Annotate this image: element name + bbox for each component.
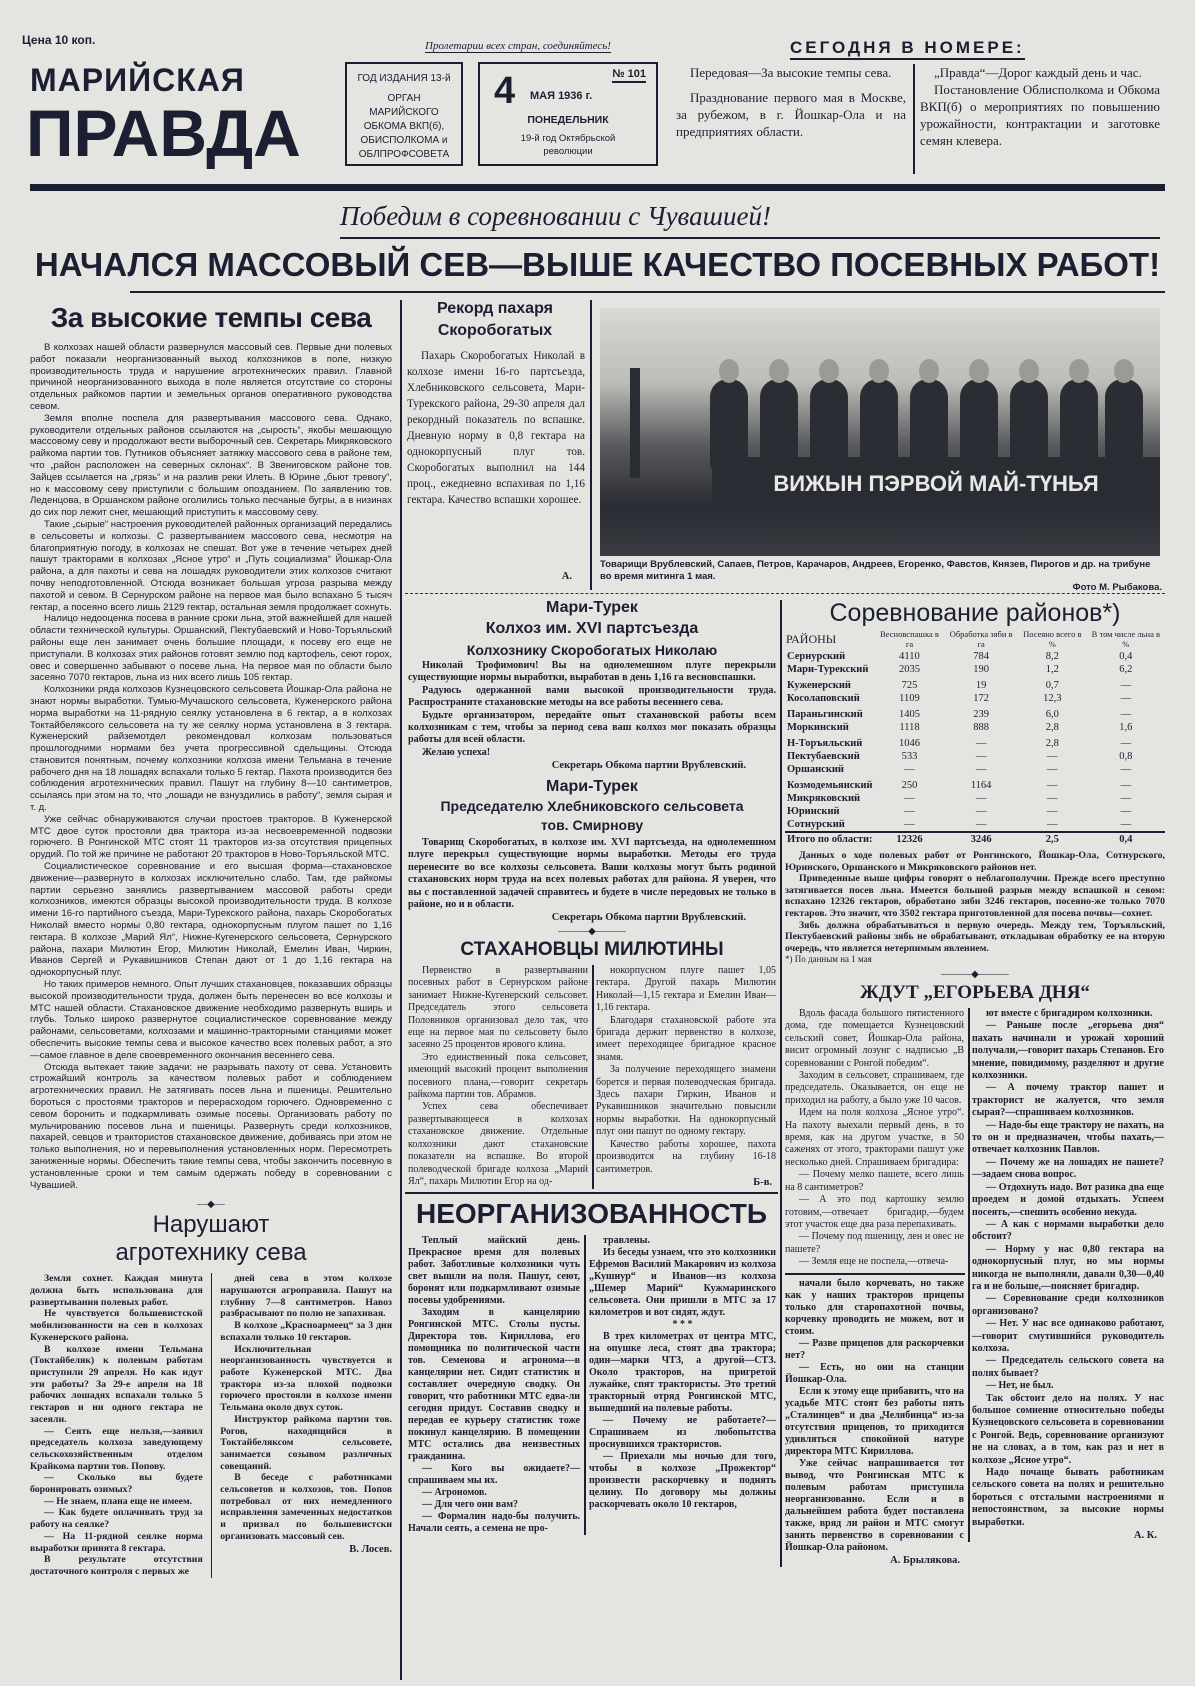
paragraph: — А это под картошку землю готовим,—отвечает бригадир,—будем этот участок еще два раза перепахивать.: [785, 1194, 964, 1230]
number-one-sign: [630, 368, 640, 478]
paragraph: — Не знаем, плана еще не имеем.: [44, 1495, 193, 1507]
district-name: Микряковский: [787, 793, 861, 804]
table-cell: —: [904, 806, 915, 817]
table-cell: 8,2: [1045, 651, 1059, 662]
paragraph: ют вместе с бригадиром колхозники.: [986, 1008, 1153, 1019]
district-name: Мари-Турекский: [787, 664, 869, 675]
table-cell: —: [1047, 806, 1058, 817]
telegram-recipient-org: Председателю Хлебниковского сельсовета: [440, 798, 744, 814]
price: Цена 10 коп.: [22, 33, 96, 47]
egoriev-col2: [972, 1008, 1164, 1529]
publisher-box: [345, 62, 463, 166]
table-cell: 250: [901, 780, 918, 791]
table-cell: 2,8: [1045, 738, 1059, 749]
district-name: Пектубаевский: [787, 751, 860, 762]
record-title-line2: Скоробогатых: [437, 322, 553, 339]
weekday: ПОНЕДЕЛЬНИК: [527, 114, 609, 126]
photo-banner: ВИЖЫН ПЭРВОЙ МАЙ-ТҮНЬЯ: [712, 457, 1160, 512]
violations-signature: В. Лосев.: [349, 1543, 392, 1555]
telegram-signature: Секретарь Обкома партии Врублевский.: [551, 912, 746, 924]
main-headline: НАЧАЛСЯ МАССОВЫЙ СЕВ—ВЫШЕ КАЧЕСТВО ПОСЕВНЫХ РАБОТ!: [34, 246, 1161, 283]
paragraph: Уже сейчас обнаруживаются случаи простоев тракторов. В Куженерской МТС двое суток простояли два трактора из-за несвоевременной подвозки горючего. В Ронгинской МТС стоят 11 тракторов из-за отсутствия прицепных орудий. По той же причине не работают 20 тракторов в Ново-Торъяльской МТС.: [30, 813, 392, 861]
district-name: Моркинский: [787, 722, 849, 733]
paragraph: * * *: [672, 1319, 693, 1330]
paragraph: В колхозах нашей области развернулся массовый сев. Первые дни полевых работ показали неорганизованный выход колхозников в поле, низкую производительность труда и нарушение агротехнических правил. Главной причиной неорганизованного выхода в поле является отсутствие со стороны отдельных райкомов партии и земельных органов оперативного руководства севом.: [30, 342, 392, 412]
competition-section: [785, 598, 1165, 965]
paragraph: Земля сохнет. Каждая минута должна быть использована для развертывания полевых работ.: [30, 1273, 203, 1308]
paragraph: Зябь должна обрабатываться в первую очередь. Между тем, Торъяльский, Пектубаевский районы зябь не обрабатывают, откладывая обработку ее на вторую очередь, что является нетерпимым явлением.: [785, 919, 1165, 954]
table-cell: —: [975, 764, 987, 775]
publisher-organ: ОРГАН МАРИЙСКОГО ОБКОМА ВКП(б), ОБИСПОЛКОМА и ОБЛПРОФСОВЕТА: [358, 93, 450, 160]
telegram-1: [408, 597, 776, 772]
disorganization-col3: [785, 1278, 964, 1554]
table-cell: 239: [973, 709, 989, 720]
stakhanovites-signature: Б-в.: [753, 1177, 772, 1188]
paragraph: За получение переходящего знамени борется и первая полеводческая бригада. Здесь пахари Гиркин, Иванов и Рукавишников значительно повысили нормы выработки. На однокорпусный плуг они пашут по одному гектару.: [596, 1064, 776, 1138]
editorial-title: За высокие темпы сева: [50, 302, 372, 333]
table-cell: 1164: [970, 780, 992, 791]
paragraph: — Соревнование среди колхозников организовано?: [972, 1293, 1164, 1317]
table-cell: —: [1120, 793, 1132, 804]
telegram-recipient: Колхознику Скоробогатых Николаю: [466, 642, 718, 658]
table-row: [785, 650, 1165, 663]
contents-title: СЕГОДНЯ В НОМЕРЕ:: [790, 38, 1025, 60]
paragraph: Желаю успеха!: [422, 746, 491, 758]
paragraph: Налицо недооценка посева в ранние сроки льна, этой важнейшей для нашей области технической культуры. Оршанский, Пектубаевский и Ново-Торъяльский районы еще лен занимает очень большие площади, к посеву его еще не приступали. В колхозах этих районов готовят землю под картофель, сеют горох, овес и совершенно забывают о посеве льна. На первое мая по области было засеяно 7070 гектаров, льна из них всего лишь 105 гектар.: [30, 613, 392, 684]
paragraph: Вдоль фасада большого пятистенного дома, где помещается Кузнецовский сельский совет, Йошкар-Ола района, висит огромный лозунг с надписью „В соревновании с Ронгой победим“.: [785, 1008, 964, 1069]
district-name: Параньгинский: [787, 709, 863, 720]
table-cell: 6,0: [1045, 709, 1059, 720]
logo-line1: МАРИЙСКАЯ: [30, 62, 245, 98]
left-column: [30, 298, 392, 1578]
paragraph: — Отдохнуть надо. Вот разика два еще проедем и домой отдыхать. Успеем посеять,—спешить особенно некуда.: [972, 1181, 1164, 1218]
table-cell: —: [975, 793, 987, 804]
paragraph: В беседе с работниками сельсоветов и колхозов, тов. Попов потребовал от них немедленного исправления замеченных недостатков и призвал по большевистски организовать массовый сев.: [220, 1472, 392, 1542]
table-row: [785, 763, 1165, 778]
paragraph: Пахарь Скоробогатых Николай в колхозе имени 16-го партсъезда, Хлебниковского сельсовета, Мари-Турекского района, 29-30 апреля дал рекордный показатель по вспашке. Дневную норму в 0,8 гектара на однокорпусный плуг тов. Скоробогатых выполнил на 144 проц., ежедневно вспахивая по 1,16 гектара. Качество вспашки хорошее.: [407, 350, 585, 506]
paragraph: Идем на поля колхоза „Ясное утро“. На пахоту выехали первый день, в то время, как на другом участке, в 50 саженях от этого, тракторами пашут уже несколько дней. Спрашиваем бригадира:: [785, 1107, 964, 1168]
contents-col1: [676, 64, 906, 140]
table-cell: —: [1120, 709, 1132, 720]
violations-title: [30, 1211, 392, 1267]
column-header: В том числе льна в %: [1091, 629, 1160, 649]
paragraph: Успех сева обеспечивает развертывающееся в колхозах стахановское движение. Отдельные колхозники дают стахановские показатели на вспашке. Во второй полеводческой бригаде колхоза „Марий Ял“, пахарь Милютин Егор на од-: [408, 1101, 588, 1187]
paragraph: Теплый майский день. Прекрасное время для полевых работ. Заботливые колхозники чуть свет вышли на поля. Пашут, сеют, боронят или подкармливают озимые посевы удобрениями.: [408, 1235, 580, 1306]
paragraph: начали было корчевать, но также как у наших тракторов прицепы только для старопахотной почвы, корчевку проводить не можем, вот и стоим.: [785, 1278, 964, 1337]
table-cell: —: [904, 793, 915, 804]
paragraph: дней сева в этом колхозе нарушаются агроправила. Пашут на глубину 7—8 сантиметров. Навоз разбрасывают по полю не запахивая.: [220, 1273, 392, 1320]
table-cell: 0,8: [1119, 751, 1133, 762]
table-row: [785, 721, 1165, 736]
paragraph: Отсюда вытекает такие задачи: не разрывать пахоту от сева. Установить строжайший контроль за качеством полевых работ и соблюдением агротехнических правил. Не затягивать посев льна и пшеницы. Решительно бороться с простоями тракторов и перерасходом горючего. Одновременно с севом боронить и подкармливать озимые посевы. Организовать работу по мульчированию посевов льна и пшеницы. Развернуть среди колхозников, пахарей, севцов и трактористов стахановское движение, добиваясь при этом не только выполнения, но и перевыполнения установленных норм. Пересмотреть заниженные нормы. Обеспечить такие темпы сева, чтобы закончить посевную в установленные сроки и тем самым одержать победу в соревновании с Чувашией.: [30, 1061, 392, 1191]
contents-item[interactable]: Передовая—За высокие темпы сева.: [690, 65, 892, 80]
table-cell: —: [1047, 764, 1058, 775]
paragraph: — На 11-рядной сеялке норма выработки принята 8 гектара.: [30, 1530, 203, 1554]
paragraph: Качество работы хорошее, пахота производится на глубину 16-18 сантиметров.: [596, 1138, 776, 1175]
motto: Пролетарии всех стран, соединяйтесь!: [425, 40, 611, 52]
egoriev-col1: [785, 1008, 964, 1269]
table-row: [785, 792, 1165, 805]
stakhanovites-title: СТАХАНОВЦЫ МИЛЮТИНЫ: [460, 939, 724, 960]
paragraph: Если к этому еще прибавить, что на усадьбе МТС стоят без работы пять „Сталинцев“ и два „Челябинца“ из-за отсутствия прицепов, то приходится удивляться спокойной натуре директора МТС Кириллова.: [785, 1386, 964, 1457]
district-name: Козмодемьянский: [787, 780, 873, 791]
paragraph: — Нет. У нас все одинаково работают,—говорит смутившийся руководитель колхоза.: [972, 1318, 1164, 1354]
table-cell: —: [975, 751, 987, 762]
table-cell: 1405: [898, 709, 920, 720]
paragraph: — Сеять еще нельзя,—заявил председатель колхоза заведующему сельскохозяйственным отделом Крайкома партии тов. Попову.: [30, 1425, 203, 1472]
paragraph: Уже сейчас напрашивается тот вывод, что Ронгинская МТС к полевым работам приступила неорганизованно. Если и в дальнейшем работа будет поставлена также, вряд ли район и МТС смогут занять первенство в соревновании с Йошкар-Ола районом.: [785, 1458, 964, 1553]
paragraph: Заходим в канцелярию Ронгинской МТС. Столы пусты. Директора тов. Кириллова, его помощника по политической части тов. Семенова и агронома—в канцелярии нет. Сидит статистик и составляет очередную сводку. Он говорит, что работники МТС едва-ли сегодня придут. Составив сводку и передав ее курьеру статистик тоже покинул канцелярию. В помещении МТС остались два неизвестных гражданина.: [408, 1307, 580, 1462]
table-row: [785, 692, 1165, 707]
table-row: [785, 678, 1165, 693]
editorial-body: [30, 342, 392, 1191]
photo-caption: [600, 559, 1162, 594]
paragraph: — А почему трактор пашет и тракторист не жалуется, что земля сырая?—спрашиваем колхозников.: [972, 1082, 1164, 1119]
contents-item[interactable]: Празднование первого мая в Москве, за рубежом, в г. Йошкар-Ола и на предприятиях области.: [676, 90, 906, 139]
paragraph: Из беседы узнаем, что это колхозники Ефремов Василий Макарович из колхоза „Кушнур“ и Иванов—из колхоза „Шемер Марий“ Кужмаринского сельсовета. Они пришли в МТС за 17 километров и вот сидят, ждут.: [589, 1247, 776, 1318]
district-name: Куженерский: [787, 680, 851, 691]
issue-number: № 101: [612, 68, 646, 83]
table-cell: 190: [973, 664, 989, 675]
telegram-place: Мари-Турек: [546, 599, 638, 616]
violations-title-line1: Нарушают: [152, 1211, 270, 1239]
paragraph: — Для чего они вам?: [422, 1499, 519, 1510]
table-cell: 1046: [898, 738, 920, 749]
paragraph: В результате отсутствия достаточного контроля с первых же: [30, 1554, 203, 1577]
paragraph: — Нет, не был.: [986, 1380, 1054, 1392]
stakhanovites-header: [408, 926, 776, 962]
divider-ornament: —◆—: [197, 1199, 225, 1211]
paragraph: — Сколько вы будете боронировать озимых?: [30, 1472, 203, 1496]
table-cell: 1118: [899, 722, 920, 733]
table-cell: —: [1047, 780, 1058, 791]
table-cell: 784: [973, 651, 989, 662]
paragraph: В трех километрах от центра МТС, на опушке леса, стоят два трактора; один—марки ЧТЗ, а другой—СТЗ. Около тракторов, на пригретой лужайке, спят трактористы. Это третий тракторный отряд Ронгинской МТС, вышедший на полевые работы.: [589, 1331, 776, 1414]
stakhanovites-col2: [596, 965, 776, 1176]
total-cell: 2,5: [1045, 834, 1059, 845]
contents-item[interactable]: Постановление Облисполкома и Обкома ВКП(б) о мероприятиях по повышению урожайности, контрактации и заготовке семян клевера.: [920, 82, 1160, 148]
paragraph: — Формалин надо-бы получить. Начали сеять, а семена не про-: [408, 1511, 580, 1534]
table-cell: 888: [973, 722, 989, 733]
contents-col2: [920, 64, 1160, 149]
paragraph: — Председатель сельского совета на полях бывает?: [972, 1355, 1164, 1379]
paragraph: — Земля еще не поспела,—отвеча-: [799, 1256, 949, 1268]
paragraph: Не чувствуется большевистской мобилизованности на сев в колхозах Куженерского района.: [30, 1308, 203, 1343]
column-header: Весновспашка в га: [880, 629, 939, 649]
table-row: [785, 778, 1165, 793]
record-title-line1: Рекорд пахаря: [437, 300, 553, 317]
record-body: [407, 348, 585, 508]
paragraph: — Разве прицепов для раскорчевки нет?: [785, 1338, 964, 1361]
paragraph: Будьте организатором, передайте опыт стахановской работы всем колхозникам с тем, чтобы за период сева ваш колхоз мог показать образцы работы для всей области.: [408, 709, 776, 746]
table-cell: 172: [973, 693, 989, 704]
paragraph: — Почему мелко пашете, всего лишь на 8 сантиметров?: [785, 1169, 964, 1193]
table-row: [785, 750, 1165, 763]
egoriev-title: ЖДУТ „ЕГОРЬЕВА ДНЯ“: [860, 982, 1090, 1003]
table-cell: 1,6: [1119, 722, 1133, 733]
district-name: Сернурский: [787, 651, 846, 662]
column-header: Посеяно всего в %: [1023, 629, 1082, 649]
table-cell: —: [1120, 819, 1132, 830]
table-cell: 2,8: [1045, 722, 1059, 733]
table-cell: —: [975, 819, 987, 830]
paragraph: Приведенные выше цифры говорят о неблагополучии. Прежде всего преступно затягивается посев льна. Имеется большой разрыв между вспашкой и севом: вспахано 12326 гектаров, обработано зяби 3246 гектаров, посеяно-же только 7070 гектаров. Это значит, что 3502 гектара приготовленной для посева почвы—сохнет.: [785, 873, 1165, 919]
paragraph: Это единственный пока сельсовет, имеющий высокий процент выполнения посевного плана,—говорит секретарь райкома партии тов. Абрамов.: [408, 1051, 588, 1101]
violations-col2: [220, 1273, 392, 1542]
telegram-place: Мари-Турек: [546, 778, 638, 795]
paragraph: — Кого вы ожидаете?—спрашиваем мы их.: [408, 1463, 580, 1486]
stakhanovites-col1: [408, 965, 588, 1188]
table-cell: 2035: [898, 664, 920, 675]
district-name: Сотнурский: [787, 819, 845, 830]
table-cell: 19: [975, 680, 987, 691]
paragraph: — Надо-бы еще трактору не пахать, на то он и предназначен, чтобы пахать,—отвечает колхозник Павлов.: [972, 1119, 1164, 1156]
table-cell: —: [1047, 751, 1058, 762]
paragraph: Первенство в развертывании посевных работ в Сернурском районе занимает Нижне-Кугенерский сельсовет. Председатель этого сельсовета Половников организовал дело так, что еще на первое мая по сельсовету было засеяно 25 процентов ярового клина.: [408, 965, 588, 1051]
table-cell: —: [1047, 819, 1058, 830]
table-cell: —: [904, 764, 915, 775]
masthead-rule: [30, 184, 1165, 191]
date-day: 4: [494, 70, 516, 112]
paragraph: — Раньше после „егорьева дня“ пахать начинали и урожай хороший получали,—говорит пахарь Степанов. Его мнение, повидимому, разделяют и другие колхозники.: [972, 1020, 1165, 1082]
paragraph: Но таких примеров немного. Опыт лучших стахановцев, показавших образцы высокой производительности труда, должен быть перенесен во все колхозы и МТС нашей области. Стахановское движение необходимо развернуть вширь и глубь. Только широко развернутое социалистическое соревнование между районами, сельсоветами, колхозами и машинно-тракторными станциями может обеспечить высокие темпы сева и высокое качество всех полевых работ, а это—самое главное в деле своевременного окончания весеннего сева.: [30, 979, 392, 1061]
paragraph: Радуюсь одержанной вами высокой производительности труда. Распространите стахановские методы на все работы весеннего сева.: [408, 684, 776, 709]
total-cell: 3246: [970, 834, 992, 845]
column-header: РАЙОНЫ: [786, 632, 837, 646]
divider-ornament: ———◆———: [558, 926, 626, 937]
paragraph: Такие „сырые“ настроения руководителей районных организаций передались в сельсоветы и колхозы. С развертыванием массового сева, несмотря на благоприятную погоду, в колхозах не спешат. Вот уже в течение четырех дней пашут тракторами в колхозах „Ясное утро“ и „Путь социализма“ Йошкар-Ола района, а для пахоты и сева на лошадях руководители этих колхозов считают почву неподготовленной. Отсюда возникает большая угроза разрыва между пахотой и севом. В Сернурском районе на первое мая было вспахано 5 тысяч гектар, а посеяно всего лишь 2129 гектар, остальная земля продолжает сохнуть.: [30, 518, 392, 613]
table-cell: 725: [901, 680, 918, 691]
table-cell: —: [1120, 780, 1132, 791]
paragraph: Николай Трофимович! Вы на однолемешном плуге перекрыли существующие нормы выработки, выработав в день 1,16 га весновспашки.: [408, 660, 776, 684]
paragraph: — Приехали мы ночью для того, чтобы в колхозе „Прожектор“ произвести раскорчевку и поднять целину. По договору мы должны раскорчевать около 10 гектаров,: [589, 1451, 776, 1510]
district-name: Н-Торъяльский: [787, 738, 863, 749]
disorganization-signature: А. Брылякова.: [890, 1555, 960, 1566]
contents-item[interactable]: „Правда“—Дорог каждый день и час.: [934, 65, 1142, 80]
revolution-year: 19-й год Октябрьской революции: [520, 133, 616, 157]
paragraph: Надо почаще бывать работникам сельского совета на полях и решительно бороться с отсталыми настроениями и непостоянством, за высокие нормы выработки.: [972, 1467, 1164, 1528]
publication-year: ГОД ИЗДАНИЯ 13-й: [357, 73, 451, 84]
table-cell: —: [975, 806, 987, 817]
table-cell: —: [1120, 738, 1132, 749]
table-row: [785, 818, 1165, 832]
date-box: [478, 62, 658, 166]
table-cell: 12,3: [1043, 693, 1062, 704]
district-name: Косолаповский: [787, 693, 860, 704]
paragraph: В колхозе „Красноармеец“ за 3 дня вспахали только 10 гектаров.: [220, 1320, 392, 1343]
total-label: Итого по области:: [787, 834, 873, 845]
paragraph: — А как с нормами выработки дело обстоит?: [972, 1218, 1164, 1243]
table-cell: 0,4: [1119, 651, 1133, 662]
caption-text: Товарищи Врублевский, Сапаев, Петров, Карачаров, Андреев, Егоренко, Фавстов, Князев, Пирогов и др. на трибуне во время митинга 1 мая.: [600, 559, 1151, 582]
telegram-2: [408, 776, 776, 924]
date-month-year: МАЯ 1936 г.: [530, 90, 593, 102]
violations-col1: [30, 1273, 203, 1577]
may-day-photo: [600, 308, 1160, 556]
district-name: Юринский: [787, 806, 840, 817]
district-name: Оршанский: [787, 764, 844, 775]
paragraph: травлены.: [603, 1235, 650, 1246]
egoriev-signature: А. К.: [1133, 1530, 1157, 1541]
disorganization-col1: [408, 1235, 580, 1535]
telegram-recipient: тов. Смирнову: [540, 817, 644, 833]
telegram-signature: Секретарь Обкома партии Врублевский.: [551, 760, 746, 772]
table-cell: —: [1120, 806, 1132, 817]
egoriev-header: [785, 969, 1165, 1005]
total-cell: 12326: [896, 834, 923, 845]
table-cell: 4110: [899, 651, 920, 662]
table-cell: —: [904, 819, 915, 830]
table-cell: —: [1120, 764, 1132, 775]
paragraph: — Почему же на лошадях не пашете?—задаем снова вопрос.: [972, 1156, 1164, 1181]
slogan: Победим в соревновании с Чувашией!: [340, 201, 771, 231]
logo-line2: ПРАВДА: [26, 96, 301, 170]
paragraph: Исключительная неорганизованность чувствуется в работе Куженерской МТС. Два трактора из-за плохой подвозки горючего простояли в колхозе имени Тельмана около двух суток.: [220, 1343, 392, 1414]
total-row: [785, 832, 1165, 846]
disorganization-title: НЕОРГАНИЗОВАННОСТЬ: [416, 1198, 767, 1229]
column-header: Обработка зяби в га: [949, 629, 1013, 649]
paragraph: — Агрономов.: [422, 1487, 487, 1498]
table-cell: 1109: [899, 693, 920, 704]
table-cell: —: [1120, 680, 1132, 691]
photo-credit: Фото М. Рыбакова.: [1072, 582, 1162, 593]
total-cell: 0,4: [1119, 834, 1133, 845]
paragraph: Инструктор райкома партии тов. Рогов, находящийся в Токтайбеляксом сельсовете, занимается созывом различных совещаний.: [220, 1413, 392, 1472]
paragraph: — Как будете оплачивать труд за работу на сеялке?: [30, 1507, 203, 1531]
record-title: [405, 298, 585, 342]
violations-title-line2: агротехнику сева: [115, 1239, 307, 1267]
table-cell: 1,2: [1045, 664, 1059, 675]
table-cell: —: [1047, 793, 1058, 804]
competition-commentary: [785, 850, 1165, 954]
footnote: *) По данным на 1 мая: [785, 954, 872, 965]
paragraph: — Есть, но они на станции Йошкар-Ола.: [785, 1362, 964, 1385]
divider-ornament: ———◆———: [941, 969, 1009, 980]
paragraph: — Почему под пшеницу, лен и овес не пашете?: [785, 1231, 964, 1255]
table-row: [785, 707, 1165, 722]
paragraph: Данных о ходе полевых работ от Ронгинского, Йошкар-Ола, Сотнурского, Юринского, Оршанского и Микряковского районов нет.: [785, 850, 1165, 873]
paragraph: Заходим в сельсовет, спрашиваем, где председатель. Оказывается, он еще не приходил на работу, а было уже 10 часов.: [785, 1070, 964, 1106]
violations-columns: [30, 1273, 392, 1577]
paragraph: Товарищ Скоробогатых, в колхозе им. XVI партсъезда, на однолемешном плуге перекрыл существующие нормы выработки. Методы его труда перенесите во все колхозы сельсовета. Ваши колхозы могут быть родиной стахановских норм труда на всех полевых работах для района. Я уверен, что вы с поставленной задачей справитесь и будете в числе передовых не только в районе, но и в области.: [408, 837, 776, 911]
table-cell: 533: [901, 751, 918, 762]
competition-title: Соревнование районов*): [829, 599, 1121, 627]
table-cell: 0,7: [1045, 680, 1059, 691]
paragraph: В колхозе имени Тельмана (Токтайбеляк) к полевым работам приступили 29 апреля. Но как идут эти работы? За 29-е апреля на 18 рабочих лошадях вспахали только 5 гектаров и ни одного гектара не засеяли.: [30, 1343, 203, 1425]
table-cell: 6,2: [1119, 664, 1133, 675]
paragraph: Так обстоит дело на полях. У нас большое сомнение относительно победы Кузнецовского сельсовета в соревновании с Ронгой. Ведь, соревнование организуют не на словах, а в том, как раз и нет в колхозе „Ясное утро“.: [972, 1392, 1164, 1466]
paragraph: Благодаря стахановской работе эта бригада держит первенство в колхозе, имеет переходящее бригадное красное знамя.: [596, 1014, 776, 1063]
paragraph: — Норму у нас 0,80 гектара на однокорпусный плуг, но мы нормы никогда не выполняли, давали 0,30—0,40 га и не больше,—поясняет бригадир.: [972, 1243, 1164, 1292]
table-row: [785, 805, 1165, 818]
table-cell: —: [1120, 693, 1132, 704]
paragraph: Социалистическое соревнование и его высшая форма—стахановское движение—развернуто в колхозах исключительно слабо. Там, где райкомы партии серьезно занялись развертыванием массовой работы среди колхозников, имеются образцы высокой производительности труда. В колхозе имени 16-го партийного съезда, Мари-Турекского района, пахарь Скоробогатых Николай вместо нормы 0,80 гектара, однокорпусным плугом пашет по 1,16 гектара. В колхозе „Марий Ял“, Нижне-Кугенерского сельсовета, Сернурского района, пахари Милютин Егор, Милютин Николай, Емелин Иван, Чиркин, Иванов Сергей и Рукавишников Степан дают от 1 до 1,16 гектара на однокорпусный плуг.: [30, 861, 392, 979]
telegram-recipient-org: Колхоз им. XVI партсъезда: [485, 620, 699, 637]
table-row: [785, 736, 1165, 751]
disorganization-col2: [589, 1235, 776, 1511]
paragraph: — Почему не работаете?—Спрашиваем из любопытства проснувшихся трактористов.: [589, 1415, 776, 1450]
table-cell: —: [975, 738, 987, 749]
record-signature: А.: [561, 571, 572, 582]
paragraph: нокорпусном плуге пашет 1,05 гектара. Другой пахарь Милютин Николай—1,15 гектара и Емелин Иван—1,16 гектара.: [596, 965, 776, 1014]
competition-table: [785, 628, 1165, 846]
paragraph: Земля вполне поспела для развертывания массового сева. Однако, руководители отдельных районов ссылаются на „сырость“, якобы мешающую массовому севу и продолжают вести выборочный сев. Секретарь Микряковского райкома партии тов. Путников объясняет затяжку массового сева в районе тем, что „район расположен на северных склонах“. В Звениговском районе тов. Зайцев ссылается на „грязь“ и на разлив реки Илеть. В Юрине „бьют тревогу“, но к массовому севу приступили с большим опозданием. По заявлению тов. Леденцова, в Оршанском районе оголились только песчаные бугры, а в низинах до сих пор лежит снег, мешающий приступить к массовому севу.: [30, 412, 392, 519]
paragraph: Колхозники ряда колхозов Кузнецовского сельсовета Йошкар-Ола района не знают нормы выработки. Тумью-Мучашского сельсовета, Куженерского района норма выработки на 11-рядную сеялку установлена в 6 гектар, а в колхозах Токтайбеляксого сельсовета на ту же сеялку норма установлена в 3 гектара. Куженерский райземотдел рекомендовал колхозам пользоваться прошлогодними нормами без учета прогрессивной сдельщины. Отсюда становится понятным, почему колхозники колхоза имени Тельмана в течение рабочего дня на 18 лошадях вспахали только 5 гектар. Пахота производится без соблюдения агротехнических правил. Пашут на глубину 8—10 сантиметров, ссылаясь при этом на то, что „лошади не взнуздились в работу“, земля сырая и т. д.: [30, 684, 392, 814]
table-row: [785, 663, 1165, 678]
